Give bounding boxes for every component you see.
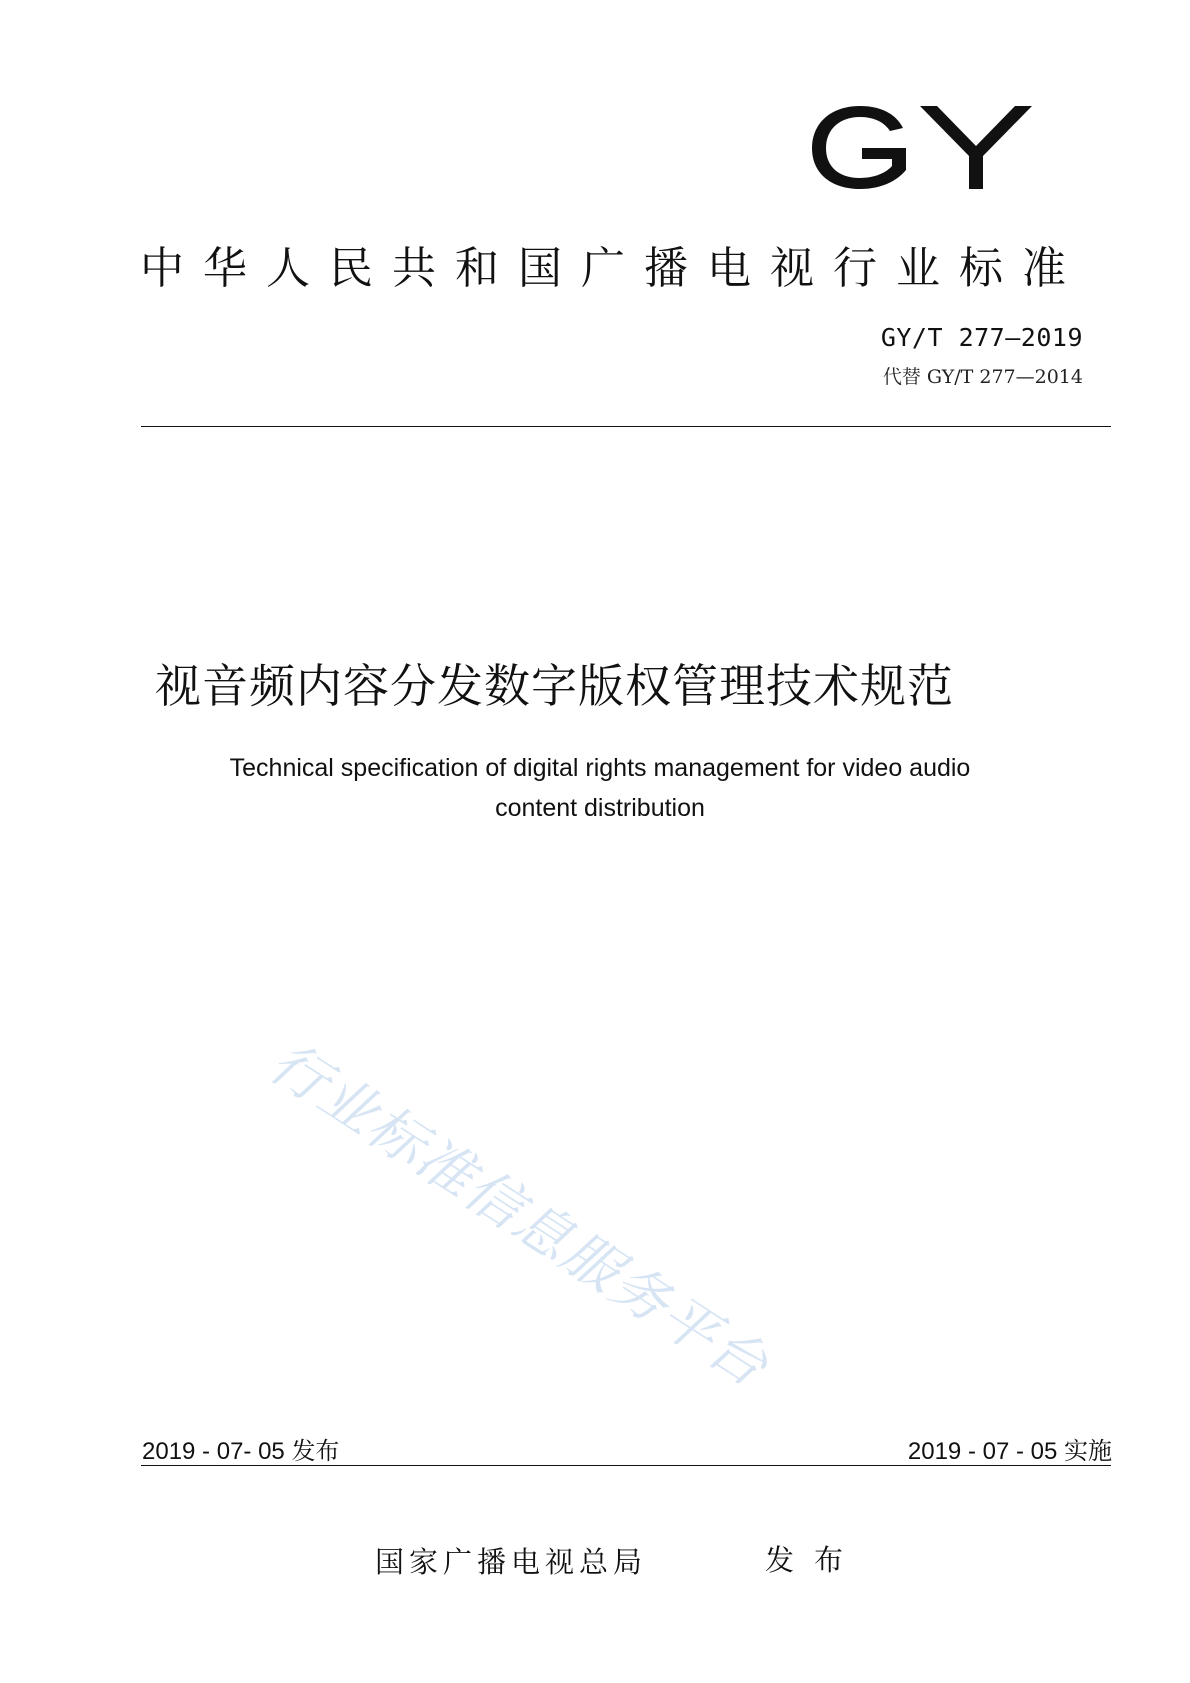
publisher-name: 国家广播电视总局: [375, 1545, 648, 1579]
top-divider: [141, 426, 1111, 427]
standard-number: GY/T 277—2019: [880, 323, 1083, 352]
english-title-line-2: content distribution: [495, 794, 705, 822]
issue-date: 2019 - 07- 05 发布: [142, 1438, 340, 1465]
watermark: 行业标准信息服务平台: [258, 1030, 780, 1401]
effective-date: 2019 - 07 - 05 实施: [907, 1438, 1112, 1465]
gy-logo: [800, 96, 1050, 196]
gy-logo-mark: [800, 96, 1050, 196]
replaces-standard: 代替 GY/T 277—2014: [882, 366, 1083, 388]
bottom-divider: [141, 1465, 1111, 1466]
english-title-line-1: Technical specification of digital rights management for video audio: [229, 754, 971, 782]
industry-standard-heading: 中华人民共和国广播电视行业标准: [140, 243, 1085, 294]
publish-label: 发布: [765, 1543, 864, 1577]
document-title-chinese: 视音频内容分发数字版权管理技术规范: [155, 659, 954, 713]
document-title-english: [150, 748, 1050, 828]
